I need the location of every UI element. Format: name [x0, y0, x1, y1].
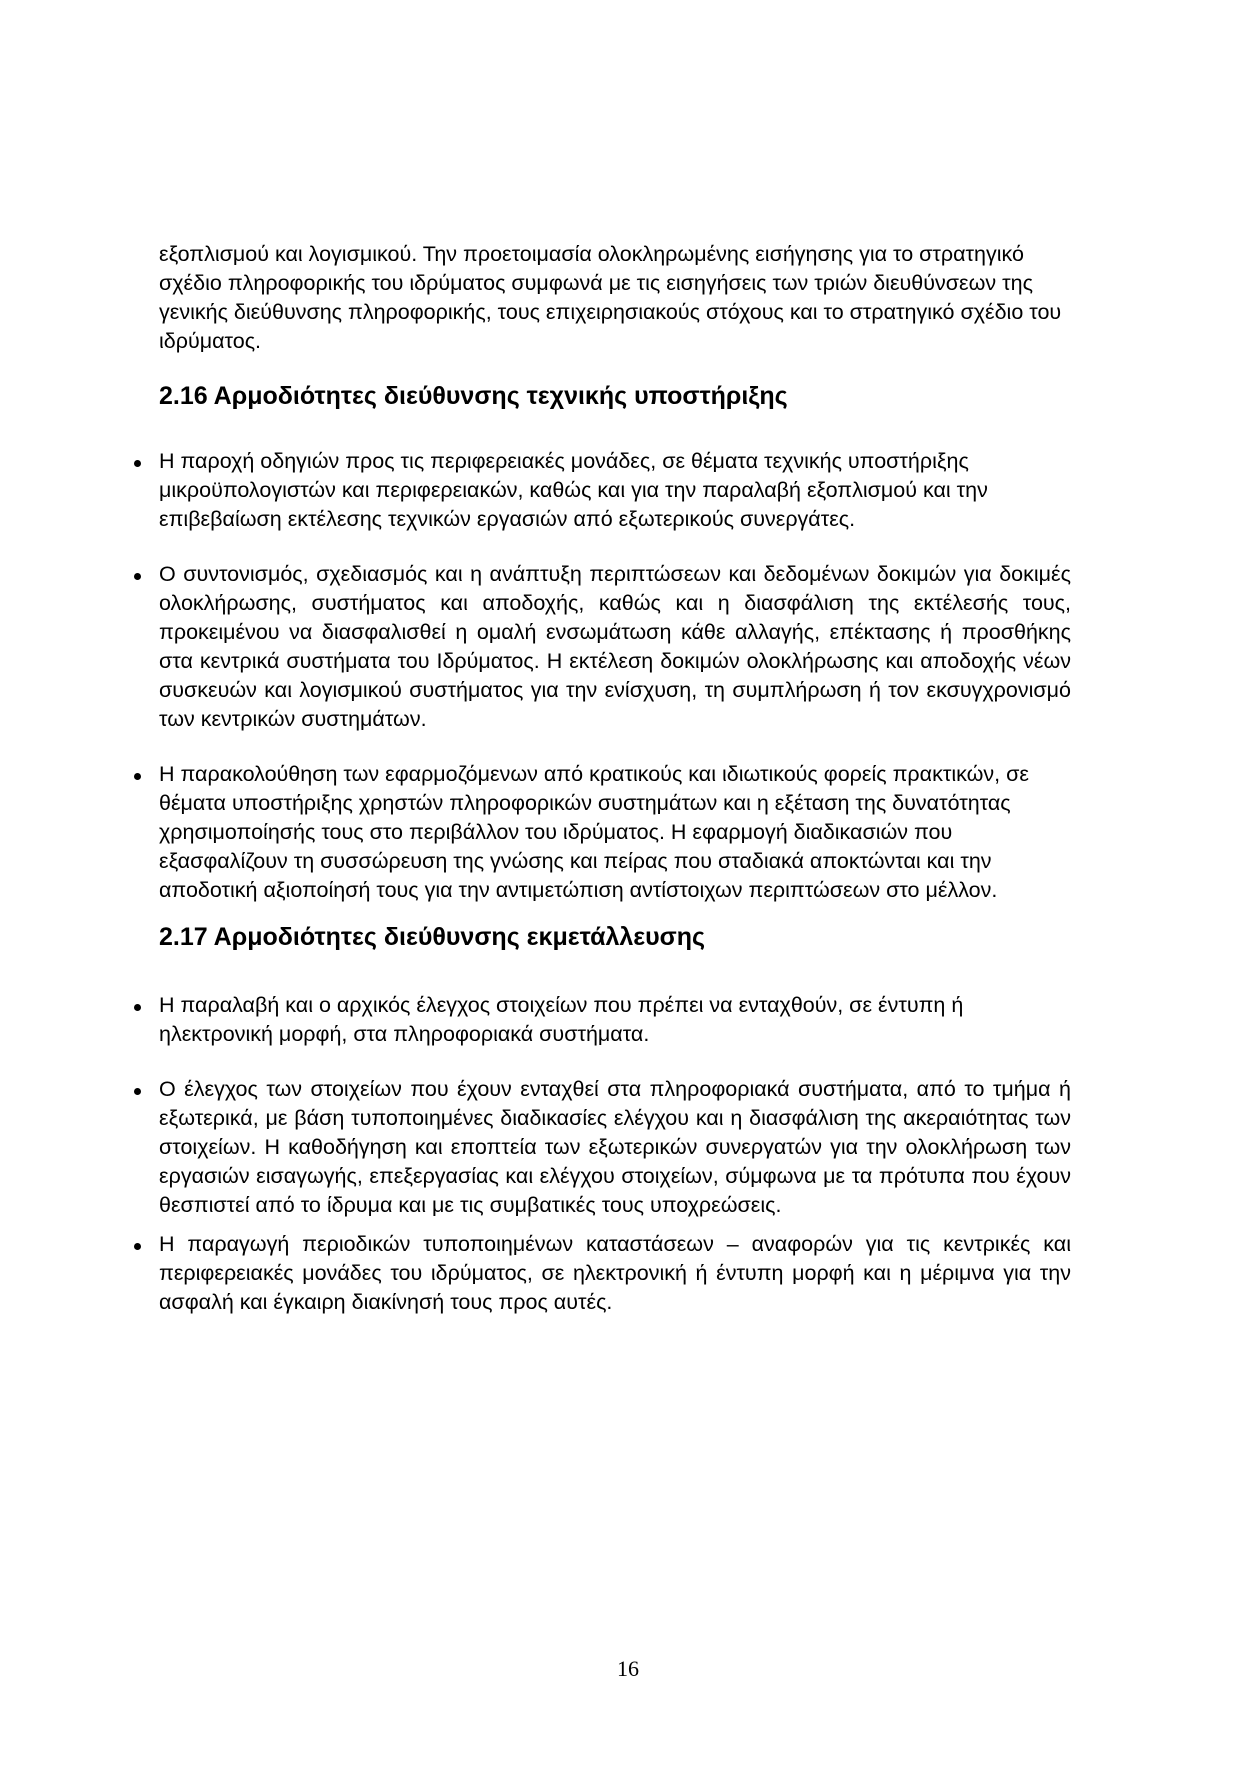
list-item — [159, 447, 1079, 534]
list-item-text: Η παραγωγή περιοδικών τυποποιημένων καταστάσεων – αναφορών για τις κεντρικές και περιφερειακές μονάδες του ιδρύματος, σε ηλεκτρονική ή έντυπη μορφή και η μέριμνα για την ασφαλή και έγκαιρη διακίνησή τους προς αυτές. — [159, 1232, 1071, 1314]
list-item-text: Η παροχή οδηγιών προς τις περιφερειακές μονάδες, σε θέματα τεχνικής υποστήριξης μικροϋπολογιστών και περιφερειακών, καθώς και για την παραλαβή εξοπλισμού και την επιβεβαίωση εκτέλεσης τεχνικών εργασιών από εξωτερικούς συνεργάτες. — [159, 449, 988, 531]
list-item — [159, 991, 1079, 1049]
page-number: 16 — [617, 1656, 639, 1681]
list-item — [159, 560, 1079, 734]
bullet-icon — [134, 573, 141, 580]
list-item-text: Ο συντονισμός, σχεδιασμός και η ανάπτυξη περιπτώσεων και δεδομένων δοκιμών για δοκιμές ολοκλήρωσης, συστήματος και αποδοχής, καθώς και η διασφάλιση της εκτέλεσής τους, προκειμένου να διασφαλισθεί η ομαλή ενσωμάτωση κάθε αλλαγής, επέκτασης ή προσθήκης στα κεντρικά συστήματα του Ιδρύματος. Η εκτέλεση δοκιμών ολοκλήρωσης και αποδοχής νέων συσκευών και λογισμικού συστήματος για την ενίσχυση, τη συμπλήρωση ή τον εκσυγχρονισμό των κεντρικών συστημάτων. — [159, 562, 1071, 731]
list-item-text: Η παρακολούθηση των εφαρμοζόμενων από κρατικούς και ιδιωτικούς φορείς πρακτικών, σε θέματα υποστήριξης χρηστών πληροφορικών συστημάτων και η εξέταση της δυνατότητας χρησιμοποίησής τους στο περιβάλλον του ιδρύματος. Η εφαρμογή διαδικασιών που εξασφαλίζουν τη συσσώρευση της γνώσης και πείρας που σταδιακά αποκτώνται και την αποδοτική αξιοποίησή τους για την αντιμετώπιση αντίστοιχων περιπτώσεων στο μέλλον. — [159, 762, 1029, 902]
section-2-17-list — [159, 991, 1079, 1317]
list-item-text: Η παραλαβή και ο αρχικός έλεγχος στοιχείων που πρέπει να ενταχθούν, σε έντυπη ή ηλεκτρονική μορφή, στα πληροφοριακά συστήματα. — [159, 993, 964, 1046]
bullet-icon — [134, 460, 141, 467]
list-item — [159, 1075, 1079, 1220]
list-item — [159, 1230, 1079, 1317]
section-heading-2-17: 2.17 Αρμοδιότητες διεύθυνσης εκμετάλλευσης — [159, 923, 706, 951]
bullet-icon — [134, 1004, 141, 1011]
list-item — [159, 760, 1079, 905]
section-2-16-list — [159, 447, 1079, 905]
bullet-icon — [134, 773, 141, 780]
document-page — [159, 240, 1079, 1317]
bullet-icon — [134, 1243, 141, 1250]
list-item-text: Ο έλεγχος των στοιχείων που έχουν ενταχθεί στα πληροφοριακά συστήματα, από το τμήμα ή εξωτερικά, με βάση τυποποιημένες διαδικασίες ελέγχου και η διασφάλιση της ακεραιότητας των στοιχείων. Η καθοδήγηση και εποπτεία των εξωτερικών συνεργατών για την ολοκλήρωση των εργασιών εισαγωγής, επεξεργασίας και ελέγχου στοιχείων, σύμφωνα με τα πρότυπα που έχουν θεσπιστεί από το ίδρυμα και με τις συμβατικές τους υποχρεώσεις. — [159, 1077, 1071, 1217]
intro-paragraph: εξοπλισμού και λογισμικού. Την προετοιμασία ολοκληρωμένης εισήγησης για το στρατηγικό σχέδιο πληροφορικής του ιδρύματος συμφωνά με τις εισηγήσεις των τριών διευθύνσεων της γενικής διεύθυνσης πληροφορικής, τους επιχειρησιακούς στόχους και το στρατηγικό σχέδιο του ιδρύματος. — [159, 242, 1062, 353]
bullet-icon — [134, 1088, 141, 1095]
section-heading-2-16: 2.16 Αρμοδιότητες διεύθυνσης τεχνικής υποστήριξης — [159, 382, 788, 410]
